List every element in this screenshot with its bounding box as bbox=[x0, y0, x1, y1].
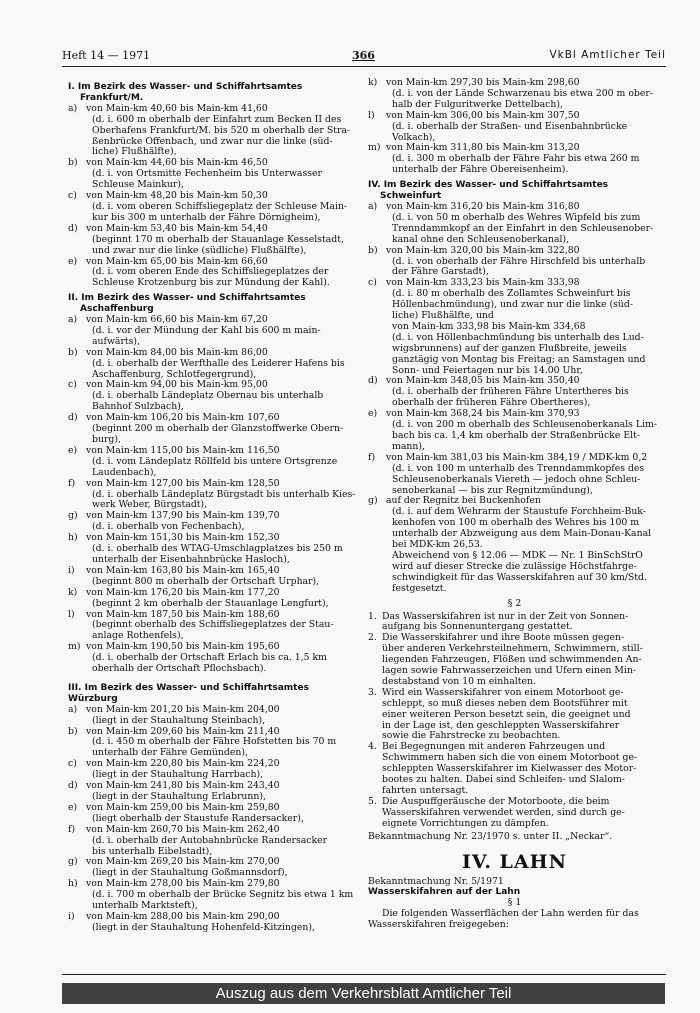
list-item bbox=[368, 111, 661, 144]
item-text bbox=[86, 315, 358, 348]
item-line: (d. i. von Ortsmitte Fechenheim bis Unterwasser bbox=[92, 168, 322, 180]
item-line: bach bis ca. 1,4 km oberhalb der Straßenbrücke Elt- bbox=[392, 430, 640, 441]
item-line: von Main-km 260,70 bis Main-km 262,40 bbox=[86, 823, 280, 835]
list-item bbox=[68, 413, 358, 446]
item-line: wird auf dieser Strecke die zulässige Höchstfahrge- bbox=[392, 560, 637, 572]
item-line: (d. i. 300 m oberhalb der Fähre Fahr bis etwa 260 m bbox=[392, 153, 640, 165]
publication-title: VkBl Amtlicher Teil bbox=[549, 49, 666, 61]
list-item bbox=[68, 257, 358, 290]
item-line: von Main-km 65,00 bis Main-km 66,60 bbox=[86, 255, 268, 267]
item-line: Volkach), bbox=[392, 131, 436, 143]
item-line: von Main-km 333,98 bis Main-km 334,68 bbox=[392, 320, 586, 332]
item-line: von Main-km 316,20 bis Main-km 316,80 bbox=[386, 200, 580, 212]
item-line: von Main-km 368,24 bis Main-km 370,93 bbox=[386, 408, 580, 420]
item-line: von Main-km 220,80 bis Main-km 224,20 bbox=[86, 758, 280, 770]
item-line: fahrten untersagt. bbox=[382, 785, 469, 796]
item-text bbox=[386, 78, 661, 111]
left-column bbox=[68, 78, 358, 934]
item-line: (liegt oberhalb der Staustufe Randersacker), bbox=[92, 812, 304, 824]
item-text bbox=[386, 202, 661, 246]
item-line: (d. i. oberhalb Ländeplatz Bürgstadt bis unterhalb Kies- bbox=[92, 488, 356, 500]
item-text bbox=[86, 727, 358, 760]
item-text bbox=[86, 158, 358, 191]
item-label: h) bbox=[68, 532, 78, 544]
item-text bbox=[386, 409, 661, 453]
item-line: aufgang bis Sonnenuntergang gestattet. bbox=[382, 621, 573, 633]
lahn-text-line-1: Die folgenden Wasserflächen der Lahn werden für das bbox=[382, 908, 639, 920]
item-line: oberhalb der Ortschaft Pflochsbach). bbox=[92, 663, 267, 675]
item-line: von Main-km 115,00 bis Main-km 116,50 bbox=[86, 444, 280, 456]
item-text bbox=[382, 612, 661, 634]
item-line: (d. i. auf dem Wehrarm der Staustufe Forchheim-Buk- bbox=[392, 506, 646, 518]
item-line: bootes zu halten. Dabei sind Schleifen- und Slalom- bbox=[382, 774, 625, 786]
item-label: b) bbox=[68, 157, 78, 169]
list-item bbox=[68, 533, 358, 566]
item-label: 2. bbox=[368, 632, 377, 644]
item-line: (d. i. oberhalb der früheren Fähre Untertheres bis bbox=[392, 386, 629, 398]
item-text bbox=[86, 803, 358, 825]
section-3-continued-list bbox=[368, 78, 661, 176]
item-label: i) bbox=[68, 910, 75, 922]
list-item bbox=[68, 705, 358, 727]
list-item bbox=[68, 348, 358, 381]
lahn-subtitle: Wasserskifahren auf der Lahn bbox=[368, 887, 521, 898]
item-label: l) bbox=[68, 608, 75, 620]
item-text bbox=[86, 857, 358, 879]
item-line: senoberkanal — bis zur Regnitzmündung), bbox=[392, 484, 593, 496]
item-line: von Main-km 320,00 bis Main-km 322,80 bbox=[386, 244, 580, 256]
item-line: kanal ohne den Schleusenoberkanal), bbox=[392, 233, 570, 245]
item-line: Bei Begegnungen mit anderen Fahrzeugen und bbox=[382, 741, 606, 753]
list-item bbox=[368, 612, 661, 634]
item-label: 1. bbox=[368, 610, 377, 622]
item-line: (d. i. 80 m oberhalb des Zollamtes Schweinfurt bis bbox=[392, 288, 631, 300]
section-2-title: II. Im Bezirk des Wasser- und Schiffahrtsamtes Aschaffenburg bbox=[68, 293, 306, 315]
list-item bbox=[68, 857, 358, 879]
item-line: mann), bbox=[392, 440, 425, 452]
item-line: und zwar nur die linke (südliche) Flußhälfte), bbox=[92, 244, 307, 256]
item-line: (beginnt 800 m oberhalb der Ortschaft Urphar), bbox=[92, 575, 320, 587]
item-line: burg), bbox=[92, 434, 121, 445]
item-line: Schleusenoberkanals Viereth — jedoch ohne Schleu- bbox=[392, 473, 641, 485]
item-line: von Main-km 44,60 bis Main-km 46,50 bbox=[86, 157, 268, 169]
item-text bbox=[86, 912, 358, 934]
item-label: b) bbox=[368, 244, 378, 256]
item-line: liegenden Fahrzeugen, Flößen und schwimmenden An- bbox=[382, 654, 642, 666]
item-line: (liegt in der Stauhaltung Hohenfeld-Kitzingen), bbox=[92, 921, 315, 933]
item-line: ganztägig von Montag bis Freitag; an Samstagen und bbox=[392, 353, 646, 365]
item-text bbox=[86, 511, 358, 533]
item-line: halb der Fulguritwerke Dettelbach), bbox=[392, 98, 563, 110]
list-item bbox=[368, 409, 661, 453]
item-label: f) bbox=[68, 477, 76, 489]
list-item bbox=[368, 742, 661, 797]
page-header bbox=[62, 49, 666, 65]
item-label: 3. bbox=[368, 686, 377, 698]
item-line: Wasserskifahren verwendet werden, sind durch ge- bbox=[382, 806, 625, 818]
list-item bbox=[368, 688, 661, 743]
list-item bbox=[368, 797, 661, 830]
item-line: (d. i. vom Ländeplatz Röllfeld bis untere Ortsgrenze bbox=[92, 455, 338, 467]
item-label: g) bbox=[68, 510, 78, 522]
item-text bbox=[386, 453, 661, 497]
item-label: a) bbox=[68, 314, 78, 326]
item-line: Schwimmern haben sich die von einem Motorboot ge- bbox=[382, 752, 638, 764]
item-label: i) bbox=[68, 564, 75, 576]
section-1-list bbox=[68, 104, 358, 289]
item-label: d) bbox=[368, 375, 378, 387]
item-text bbox=[86, 781, 358, 803]
item-line: von Main-km 297,30 bis Main-km 298,60 bbox=[386, 77, 580, 88]
item-label: 4. bbox=[368, 741, 377, 753]
item-line: Höllenbachmündung), und zwar nur die linke (süd- bbox=[392, 299, 633, 311]
item-line: oberhalb der früheren Fähre Obertheres), bbox=[392, 397, 591, 409]
list-item bbox=[68, 727, 358, 760]
item-line: bei MDK-km 26,53. bbox=[392, 539, 483, 551]
item-line: über anderen Verkehrsteilnehmern, Schwimmern, still- bbox=[382, 643, 643, 655]
item-line: (d. i. oberhalb von Fechenbach), bbox=[92, 521, 245, 533]
item-line: kenhofen von 100 m oberhalb des Wehres bis 100 m bbox=[392, 517, 640, 529]
item-line: von Main-km 176,20 bis Main-km 177,20 bbox=[86, 586, 280, 598]
item-line: von Main-km 53,40 bis Main-km 54,40 bbox=[86, 222, 268, 234]
item-label: b) bbox=[68, 346, 78, 358]
header-rule bbox=[62, 66, 666, 67]
item-line: festgesetzt. bbox=[392, 582, 447, 594]
item-text bbox=[382, 797, 661, 830]
list-item bbox=[68, 588, 358, 610]
item-text bbox=[86, 104, 358, 159]
item-label: e) bbox=[68, 255, 78, 267]
item-line: (beginnt 170 m oberhalb der Stauanlage Kesselstadt, bbox=[92, 233, 344, 245]
item-line: Wird ein Wasserskifahrer von einem Motorboot ge- bbox=[382, 686, 624, 698]
item-line: (d. i. von 200 m oberhalb des Schleusenoberkanals Lim- bbox=[392, 419, 658, 431]
item-line: Das Wasserskifahren ist nur in der Zeit von Sonnen- bbox=[382, 610, 629, 622]
item-text bbox=[86, 533, 358, 566]
item-text bbox=[86, 566, 358, 588]
item-label: b) bbox=[68, 725, 78, 737]
item-label: c) bbox=[68, 190, 77, 202]
item-text bbox=[86, 705, 358, 727]
item-line: unterhalb Marktsteft), bbox=[92, 900, 198, 912]
item-label: f) bbox=[68, 823, 76, 835]
page-number: 366 bbox=[352, 49, 375, 62]
item-line: destabstand von 10 m einhalten. bbox=[382, 675, 536, 687]
item-line: Oberhafens Frankfurt/M. bis 520 m oberhalb der Stra- bbox=[92, 124, 351, 136]
item-text bbox=[86, 191, 358, 224]
item-label: k) bbox=[68, 586, 78, 598]
item-text bbox=[382, 688, 661, 743]
paragraph-2-heading: § 2 bbox=[507, 597, 522, 609]
list-item bbox=[68, 224, 358, 257]
item-line: (liegt in der Stauhaltung Steinbach), bbox=[92, 714, 266, 726]
item-label: d) bbox=[68, 222, 78, 234]
item-line: (liegt in der Stauhaltung Goßmannsdorf), bbox=[92, 867, 288, 879]
item-line: auf der Regnitz bei Buckenhofen bbox=[386, 495, 541, 507]
item-line: sowie die Fahrstrecke zu beobachten. bbox=[382, 730, 561, 742]
section-4-title: IV. Im Bezirk des Wasser- und Schiffahrtsamtes Schweinfurt bbox=[368, 180, 609, 202]
list-item bbox=[68, 566, 358, 588]
item-line: (d. i. oberhalb des WTAG-Umschlagplatzes bis 250 m bbox=[92, 543, 343, 555]
item-text bbox=[382, 742, 661, 797]
item-line: von Main-km 288,00 bis Main-km 290,00 bbox=[86, 910, 280, 922]
item-line: von Main-km 209,60 bis Main-km 211,40 bbox=[86, 725, 280, 737]
lahn-text-line-2: Wasserskifahren freigegeben: bbox=[368, 919, 509, 931]
item-line: (d. i. oberhalb Ländeplatz Obernau bis unterhalb bbox=[92, 390, 324, 402]
issue-label: Heft 14 — 1971 bbox=[62, 49, 151, 62]
item-line: von Main-km 201,20 bis Main-km 204,00 bbox=[86, 703, 280, 715]
list-item bbox=[68, 803, 358, 825]
item-text bbox=[86, 224, 358, 257]
item-text bbox=[86, 825, 358, 858]
item-label: e) bbox=[68, 801, 78, 813]
list-item bbox=[68, 879, 358, 912]
item-line: wigsbrunnens) auf der ganzen Flußbreite, jeweils bbox=[392, 342, 627, 354]
item-label: e) bbox=[68, 444, 78, 456]
item-line: (d. i. oberhalb der Straßen- und Eisenbahnbrücke bbox=[392, 120, 628, 132]
item-line: schleppten Wasserskifahrer im Kielwasser des Motor- bbox=[382, 763, 637, 775]
section-3-title: III. Im Bezirk des Wasser- und Schiffahrtsamtes Würzburg bbox=[68, 682, 309, 704]
item-text bbox=[86, 413, 358, 446]
list-item bbox=[68, 191, 358, 224]
item-label: a) bbox=[68, 703, 78, 715]
item-label: g) bbox=[68, 856, 78, 868]
item-line: von Main-km 241,80 bis Main-km 243,40 bbox=[86, 780, 280, 792]
list-item bbox=[68, 446, 358, 479]
list-item bbox=[68, 315, 358, 348]
item-line: (beginnt 200 m oberhalb der Glanzstoffwerke Obern- bbox=[92, 423, 344, 435]
section-3-list bbox=[68, 705, 358, 934]
item-line: von Main-km 259,00 bis Main-km 259,80 bbox=[86, 801, 280, 813]
item-line: (liegt in der Stauhaltung Harrbach), bbox=[92, 769, 264, 781]
item-text bbox=[86, 479, 358, 512]
list-item bbox=[68, 642, 358, 675]
item-line: schwindigkeit für das Wasserskifahren auf 30 km/Std. bbox=[392, 571, 647, 583]
paragraph-1-heading: § 1 bbox=[507, 897, 522, 909]
item-line: eignete Vorrichtungen zu dämpfen. bbox=[382, 817, 549, 829]
item-line: von Main-km 163,80 bis Main-km 165,40 bbox=[86, 564, 280, 576]
item-text bbox=[86, 348, 358, 381]
list-item bbox=[68, 912, 358, 934]
item-line: Schleuse Krotzenburg bis zur Mündung der Kahl). bbox=[92, 277, 330, 289]
item-line: Trenndammkopf an der Einfahrt in den Schleusenober- bbox=[392, 222, 654, 234]
item-line: Schleuse Mainkur), bbox=[92, 179, 184, 191]
item-text bbox=[386, 111, 661, 144]
list-item bbox=[68, 158, 358, 191]
item-line: ßenbrücke Offenbach, und zwar nur die linke (süd- bbox=[92, 135, 333, 147]
item-line: unterhalb der Abzweigung aus dem Main-Donau-Kanal bbox=[392, 528, 652, 540]
item-line: von Main-km 84,00 bis Main-km 86,00 bbox=[86, 346, 268, 358]
item-line: von Main-km 311,80 bis Main-km 313,20 bbox=[386, 142, 580, 154]
item-text bbox=[386, 246, 661, 279]
item-line: anlage Rothenfels), bbox=[92, 630, 184, 642]
item-line: unterhalb der Fähre Obereisenheim). bbox=[392, 164, 569, 176]
list-item bbox=[368, 376, 661, 409]
item-line: lagen sowie Fahrwasserzeichen und Ufern einen Min- bbox=[382, 665, 637, 677]
list-item bbox=[368, 453, 661, 497]
section-1-title: I. Im Bezirk des Wasser- und Schiffahrtsamtes Frankfurt/M. bbox=[68, 82, 303, 103]
list-item bbox=[368, 278, 661, 376]
item-line: (liegt in der Stauhaltung Erlabrunn), bbox=[92, 791, 266, 802]
item-label: c) bbox=[368, 277, 377, 289]
item-line: von Main-km 333,23 bis Main-km 333,98 bbox=[386, 277, 580, 289]
list-item bbox=[368, 202, 661, 246]
item-line: (beginnt oberhalb des Schiffsliegeplatzes der Stau- bbox=[92, 619, 334, 631]
item-line: unterhalb der Eisenbahnbrücke Hasloch), bbox=[92, 553, 290, 565]
item-label: d) bbox=[68, 780, 78, 792]
item-text bbox=[386, 278, 661, 376]
list-item bbox=[368, 496, 661, 594]
item-label: a) bbox=[68, 102, 78, 114]
item-line: einer weiteren Person besetzt sein, die geeignet und bbox=[382, 708, 631, 720]
list-item bbox=[68, 610, 358, 643]
item-text bbox=[386, 496, 661, 594]
item-line: (d. i. oberhalb der Werfthalle des Leiderer Hafens bis bbox=[92, 357, 345, 369]
item-line: (d. i. oberhalb der Ortschaft Erlach bis ca. 1,5 km bbox=[92, 652, 327, 664]
section-4-list bbox=[368, 202, 661, 595]
item-line: Laudenbach), bbox=[92, 466, 157, 478]
item-line: (d. i. vom oberen Schiffsliegeplatz der Schleuse Main- bbox=[92, 200, 348, 212]
list-item bbox=[68, 825, 358, 858]
item-line: der Fähre Garstadt), bbox=[392, 266, 489, 278]
item-text bbox=[382, 633, 661, 688]
item-text bbox=[86, 879, 358, 912]
item-text bbox=[86, 380, 358, 413]
item-text bbox=[86, 642, 358, 675]
list-item bbox=[68, 380, 358, 413]
item-line: von Main-km 137,90 bis Main-km 139,70 bbox=[86, 510, 280, 522]
item-line: liche) Flußhälfte, und bbox=[392, 310, 494, 322]
rules-list bbox=[368, 612, 661, 830]
item-label: c) bbox=[68, 379, 77, 391]
footer-rule bbox=[62, 974, 666, 975]
item-line: von Main-km 106,20 bis Main-km 107,60 bbox=[86, 412, 280, 424]
item-label: d) bbox=[68, 412, 78, 424]
item-label: f) bbox=[368, 451, 376, 463]
item-line: Bahnhof Sulzbach), bbox=[92, 401, 184, 413]
item-line: von Main-km 306,00 bis Main-km 307,50 bbox=[386, 109, 580, 121]
section-2-list bbox=[68, 315, 358, 675]
item-text bbox=[86, 759, 358, 781]
list-item bbox=[68, 759, 358, 781]
item-line: von Main-km 127,00 bis Main-km 128,50 bbox=[86, 477, 280, 489]
item-line: kur bis 300 m unterhalb der Fähre Dörnigheim), bbox=[92, 211, 321, 223]
item-line: (d. i. vom oberen Ende des Schiffsliegeplatzes der bbox=[92, 266, 329, 278]
item-text bbox=[86, 257, 358, 290]
item-line: von Main-km 348,05 bis Main-km 350,40 bbox=[386, 375, 580, 387]
list-item bbox=[68, 781, 358, 803]
list-item bbox=[368, 143, 661, 176]
list-item bbox=[368, 78, 661, 111]
item-line: von Main-km 190,50 bis Main-km 195,60 bbox=[86, 641, 280, 653]
bekanntmachung-reference: Bekanntmachung Nr. 23/1970 s. unter II. „Neckar“. bbox=[368, 830, 613, 842]
list-item bbox=[68, 479, 358, 512]
item-line: von Main-km 381,03 bis Main-km 384,19 / MDK-km 0,2 bbox=[386, 451, 648, 463]
item-line: aufwärts), bbox=[92, 335, 141, 347]
item-text bbox=[86, 588, 358, 610]
item-label: h) bbox=[68, 878, 78, 890]
item-line: (d. i. von oberhalb der Fähre Hirschfeld bis unterhalb bbox=[392, 255, 646, 267]
footer-banner: Auszug aus dem Verkehrsblatt Amtlicher Teil bbox=[62, 983, 665, 1004]
item-line: schleppt, so muß dieses neben dem Bootsführer mit bbox=[382, 697, 628, 709]
item-line: Die Auspuffgeräusche der Motorboote, die beim bbox=[382, 795, 610, 807]
list-item bbox=[368, 246, 661, 279]
item-line: (d. i. vor der Mündung der Kahl bis 600 m main- bbox=[92, 324, 321, 336]
item-line: (d. i. von 50 m oberhalb des Wehres Wipfeld bis zum bbox=[392, 211, 641, 223]
right-column bbox=[368, 78, 661, 931]
item-label: k) bbox=[368, 77, 378, 88]
item-label: c) bbox=[68, 758, 77, 770]
item-line: liche) Flußhälfte), bbox=[92, 146, 177, 158]
item-line: von Main-km 187,50 bis Main-km 188,60 bbox=[86, 608, 280, 620]
item-line: von Main-km 40,60 bis Main-km 41,60 bbox=[86, 102, 268, 114]
item-line: von Main-km 94,00 bis Main-km 95,00 bbox=[86, 379, 268, 391]
item-line: (d. i. von Höllenbachmündung bis unterhalb des Lud- bbox=[392, 331, 644, 343]
item-label: m) bbox=[368, 142, 381, 154]
item-line: Abweichend von § 12.06 — MDK — Nr. 1 BinSchStrO bbox=[392, 549, 643, 561]
item-line: von Main-km 48,20 bis Main-km 50,30 bbox=[86, 190, 268, 202]
item-label: l) bbox=[368, 109, 375, 121]
item-line: werk Weber, Bürgstadt), bbox=[92, 499, 208, 511]
item-line: (d. i. von der Lände Schwarzenau bis etwa 200 m ober- bbox=[392, 87, 653, 99]
list-item bbox=[368, 633, 661, 688]
item-line: Die Wasserskifahrer und ihre Boote müssen gegen- bbox=[382, 632, 625, 644]
item-text bbox=[386, 376, 661, 409]
item-line: von Main-km 278,00 bis Main-km 279,80 bbox=[86, 878, 280, 890]
item-text bbox=[86, 610, 358, 643]
bekanntmachung-number: Bekanntmachung Nr. 5/1971 bbox=[368, 875, 504, 887]
item-line: (beginnt 2 km oberhalb der Stauanlage Lengfurt), bbox=[92, 597, 329, 609]
item-label: 5. bbox=[368, 795, 377, 807]
lahn-section-title: IV. LAHN bbox=[462, 850, 567, 873]
list-item bbox=[68, 104, 358, 159]
item-line: (d. i. 600 m oberhalb der Einfahrt zum Becken II des bbox=[92, 113, 342, 125]
item-line: Aschaffenburg, Schlotfegergrund), bbox=[92, 368, 257, 380]
item-label: e) bbox=[368, 408, 378, 420]
item-label: g) bbox=[368, 495, 378, 507]
item-text bbox=[86, 446, 358, 479]
item-label: m) bbox=[68, 641, 81, 653]
item-text bbox=[386, 143, 661, 176]
item-line: (d. i. von 100 m unterhalb des Trenndammkopfes des bbox=[392, 462, 645, 474]
list-item bbox=[68, 511, 358, 533]
item-line: bis unterhalb Eibelstadt), bbox=[92, 845, 213, 857]
item-line: (d. i. 700 m oberhalb der Brücke Segnitz bis etwa 1 km bbox=[92, 889, 354, 901]
item-line: unterhalb der Fähre Gemünden), bbox=[92, 747, 248, 759]
item-line: von Main-km 151,30 bis Main-km 152,30 bbox=[86, 532, 280, 544]
item-line: von Main-km 269,20 bis Main-km 270,00 bbox=[86, 856, 280, 868]
item-line: von Main-km 66,60 bis Main-km 67,20 bbox=[86, 314, 268, 326]
item-line: (d. i. 450 m oberhalb der Fähre Hofstetten bis 70 m bbox=[92, 736, 337, 748]
item-line: (d. i. oberhalb der Autobahnbrücke Randersacker bbox=[92, 834, 328, 846]
item-line: Sonn- und Feiertagen nur bis 14.00 Uhr, bbox=[392, 364, 583, 376]
item-label: a) bbox=[368, 200, 378, 212]
item-line: in der Lage ist, den geschleppten Wasserskifahrer bbox=[382, 719, 620, 731]
